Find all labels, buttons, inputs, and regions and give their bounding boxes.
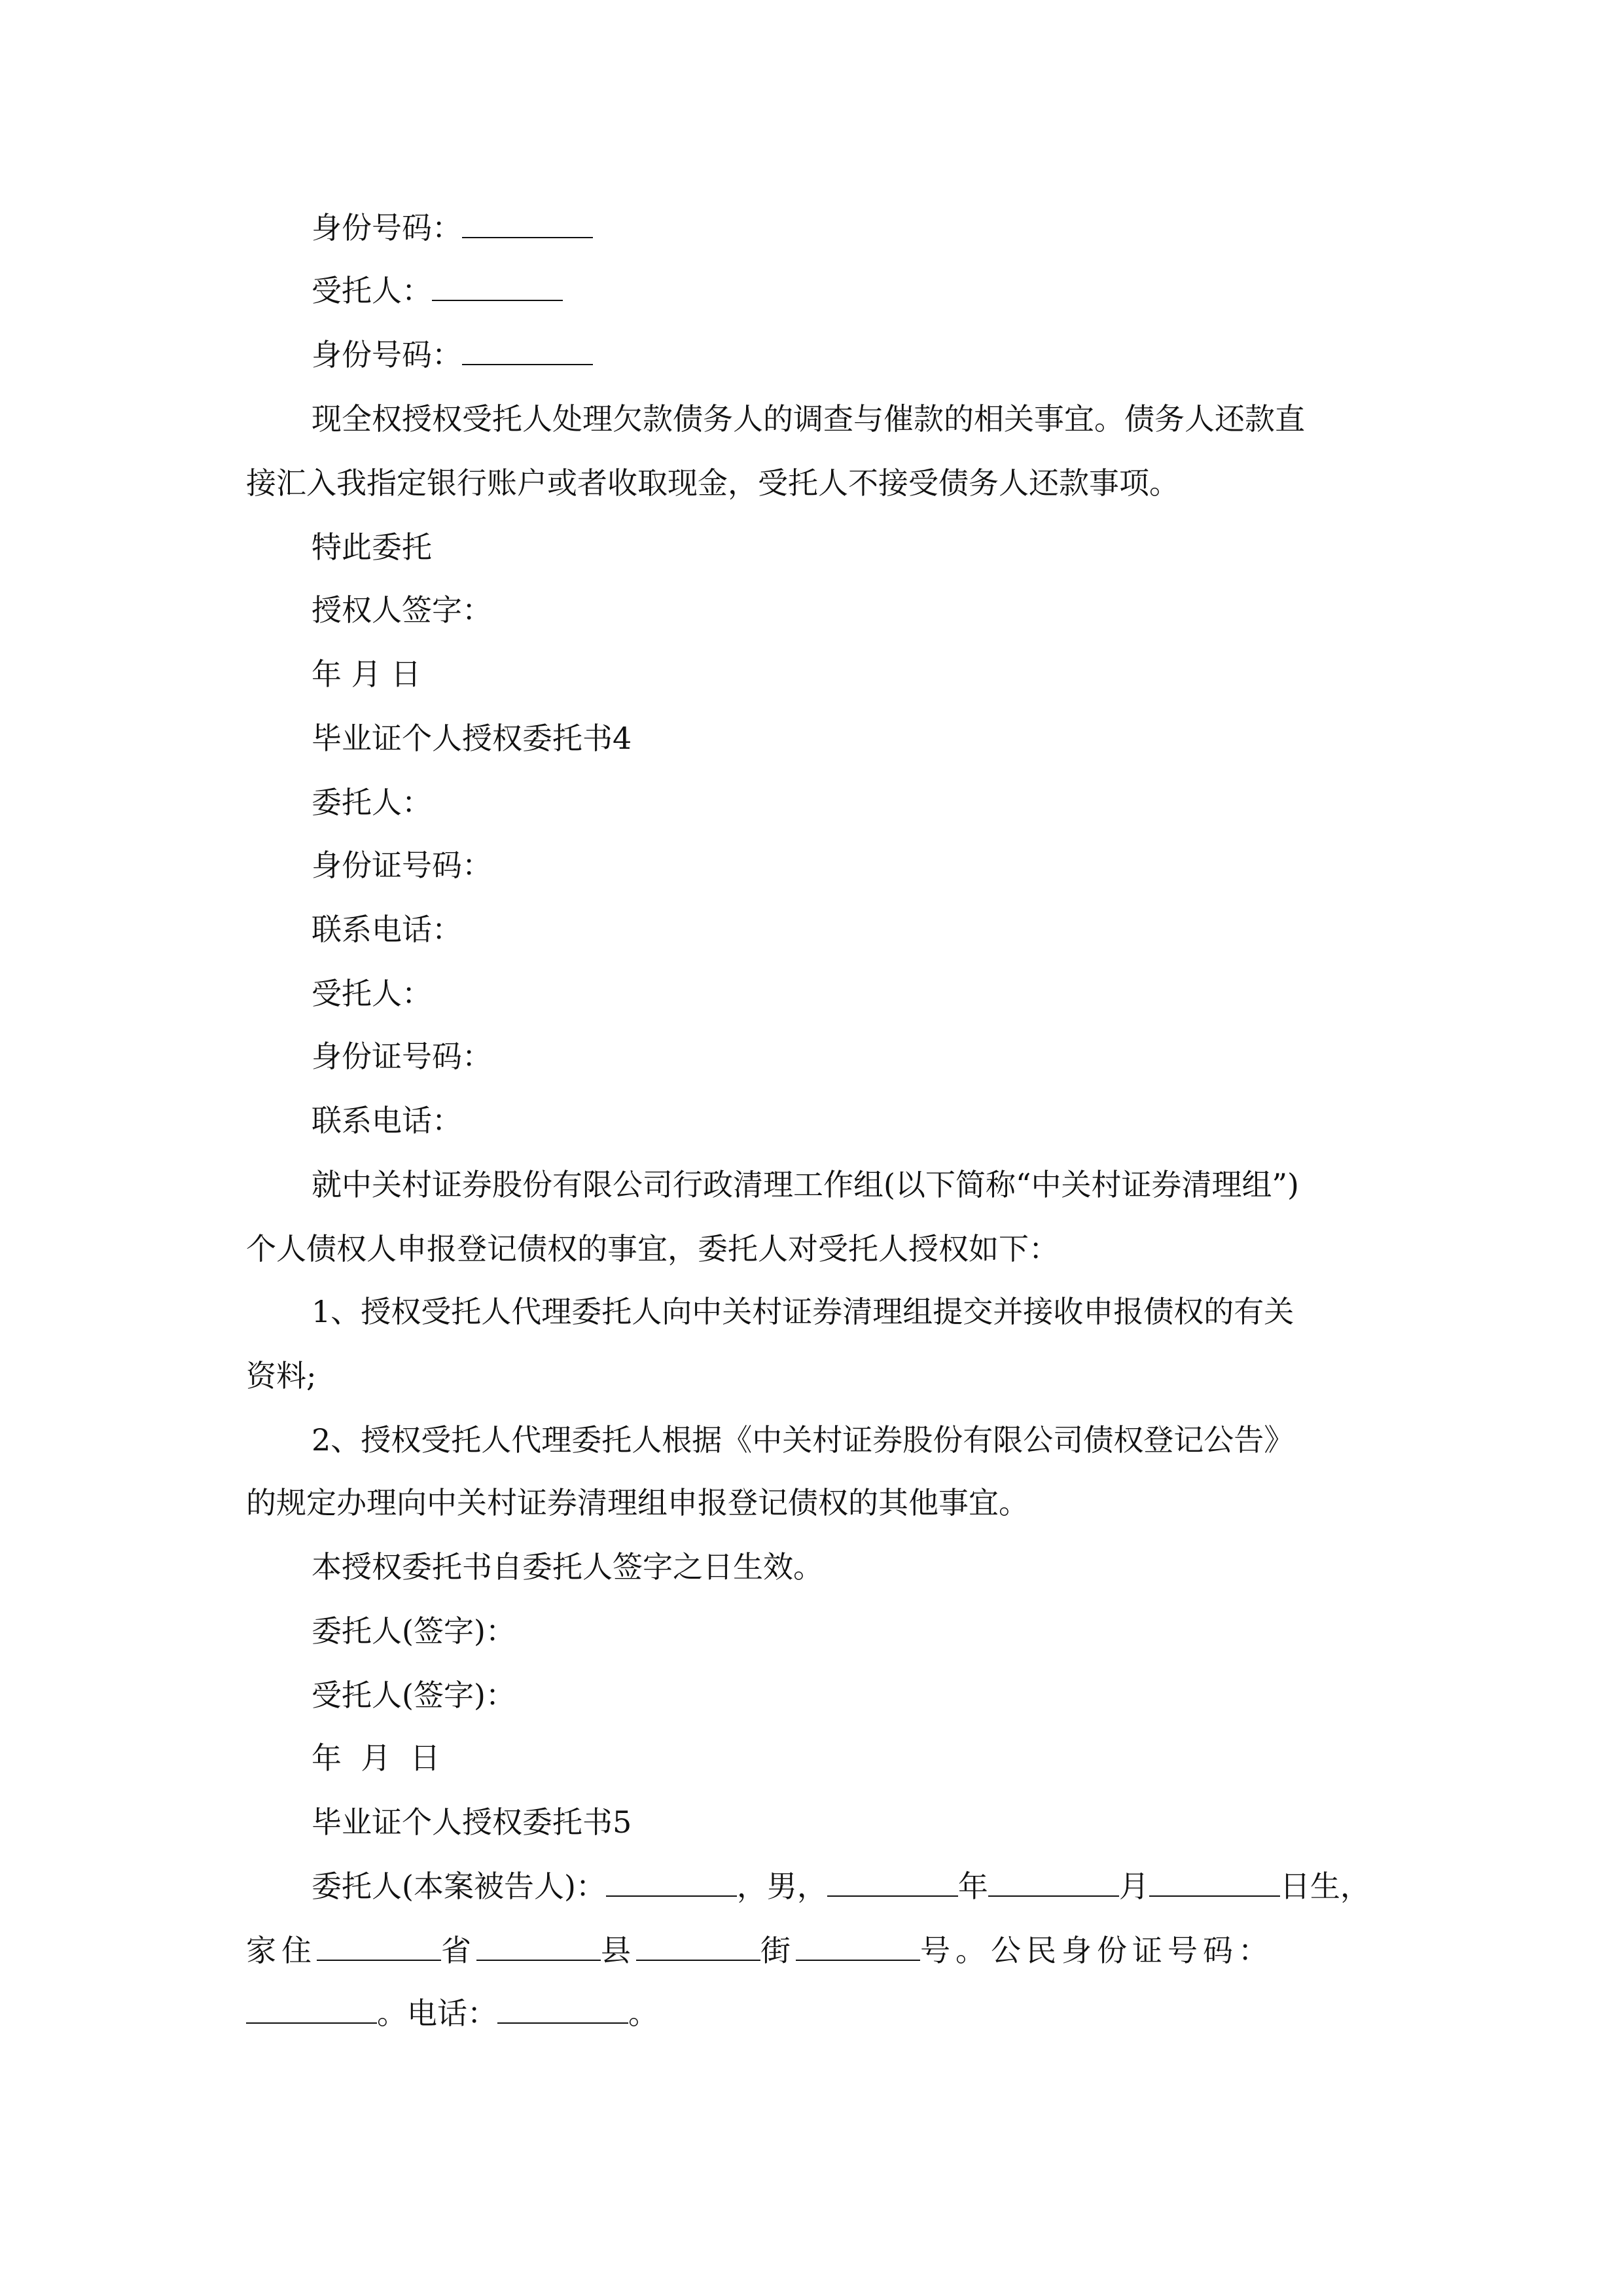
principal-signature-label: 委托人(签字)：	[312, 1613, 516, 1649]
list-item-2-line: 2、授权受托人代理委托人根据《中关村证券股份有限公司债权登记公告》	[312, 1422, 1294, 1458]
paragraph-line: 个人债权人申报登记债权的事宜，委托人对受托人授权如下：	[246, 1231, 1059, 1266]
fill-blank	[462, 335, 593, 365]
fill-blank	[497, 1994, 628, 2024]
list-item-1-line: 1、授权受托人代理委托人向中关村证券清理组提交并接收申报债权的有关	[312, 1294, 1294, 1329]
list-item-1-line: 资料;	[246, 1358, 317, 1393]
date-line: 年 月 日	[312, 656, 421, 692]
id-number-label: 身份号码：	[312, 337, 462, 372]
trustee-label: 受托人：	[312, 273, 432, 308]
fill-blank	[317, 1931, 441, 1961]
date-line: 年 月 日	[312, 1740, 440, 1776]
fill-blank	[606, 1867, 737, 1897]
fill-blank	[1149, 1867, 1280, 1897]
id-card-label: 身份证号码：	[312, 1039, 492, 1074]
phone-label: 联系电话：	[312, 912, 462, 947]
county-text: 县	[601, 1933, 636, 1968]
list-item-2-line: 的规定办理向中关村证券清理组申报登记债权的其他事宜。	[246, 1485, 1029, 1520]
principal-label: 委托人：	[312, 785, 432, 820]
phone-label: 。电话：	[377, 1996, 497, 2031]
day-text: 日生，	[1279, 1869, 1370, 1904]
fill-blank	[796, 1931, 920, 1961]
section-title-4: 毕业证个人授权委托书4	[312, 721, 632, 756]
gender-text: ，男，	[736, 1869, 827, 1904]
phone-label: 联系电话：	[312, 1103, 462, 1138]
defendant-label: 委托人(本案被告人)：	[312, 1869, 606, 1904]
fill-blank	[432, 271, 563, 301]
month-text: 月	[1118, 1869, 1149, 1904]
fill-blank	[246, 1994, 377, 2024]
trustee-label: 受托人：	[312, 976, 432, 1011]
fill-blank	[988, 1867, 1119, 1897]
period-text: 。	[628, 1996, 658, 2031]
authorizer-signature-label: 授权人签字：	[312, 592, 492, 628]
special-entrust-text: 特此委托	[312, 529, 432, 565]
defendant-line	[312, 1867, 1370, 1906]
fill-blank	[476, 1931, 601, 1961]
phone-line	[246, 1994, 658, 2033]
year-text: 年	[957, 1869, 988, 1904]
id-number-label: 号。公民身份证号码：	[920, 1933, 1274, 1968]
section-title-5: 毕业证个人授权委托书5	[312, 1804, 632, 1840]
id-number-label: 身份号码：	[312, 210, 462, 245]
trustee-line	[312, 271, 563, 310]
paragraph-line: 接汇入我指定银行账户或者收取现金，受托人不接受债务人还款事项。	[246, 465, 1179, 501]
id-number-line-2	[312, 335, 593, 374]
effective-text: 本授权委托书自委托人签字之日生效。	[312, 1549, 823, 1585]
id-card-label: 身份证号码：	[312, 848, 492, 883]
id-number-line-1	[312, 208, 593, 247]
fill-blank	[636, 1931, 760, 1961]
address-label: 家住	[246, 1933, 317, 1968]
street-text: 街	[760, 1933, 796, 1968]
paragraph-line: 现全权授权受托人处理欠款债务人的调查与催款的相关事宜。债务人还款直	[312, 401, 1305, 437]
province-text: 省	[441, 1933, 476, 1968]
fill-blank	[462, 208, 593, 238]
paragraph-line: 就中关村证券股份有限公司行政清理工作组(以下简称“中关村证券清理组”)	[312, 1167, 1299, 1202]
address-line	[246, 1931, 1274, 1970]
fill-blank	[827, 1867, 958, 1897]
trustee-signature-label: 受托人(签字)：	[312, 1677, 516, 1713]
